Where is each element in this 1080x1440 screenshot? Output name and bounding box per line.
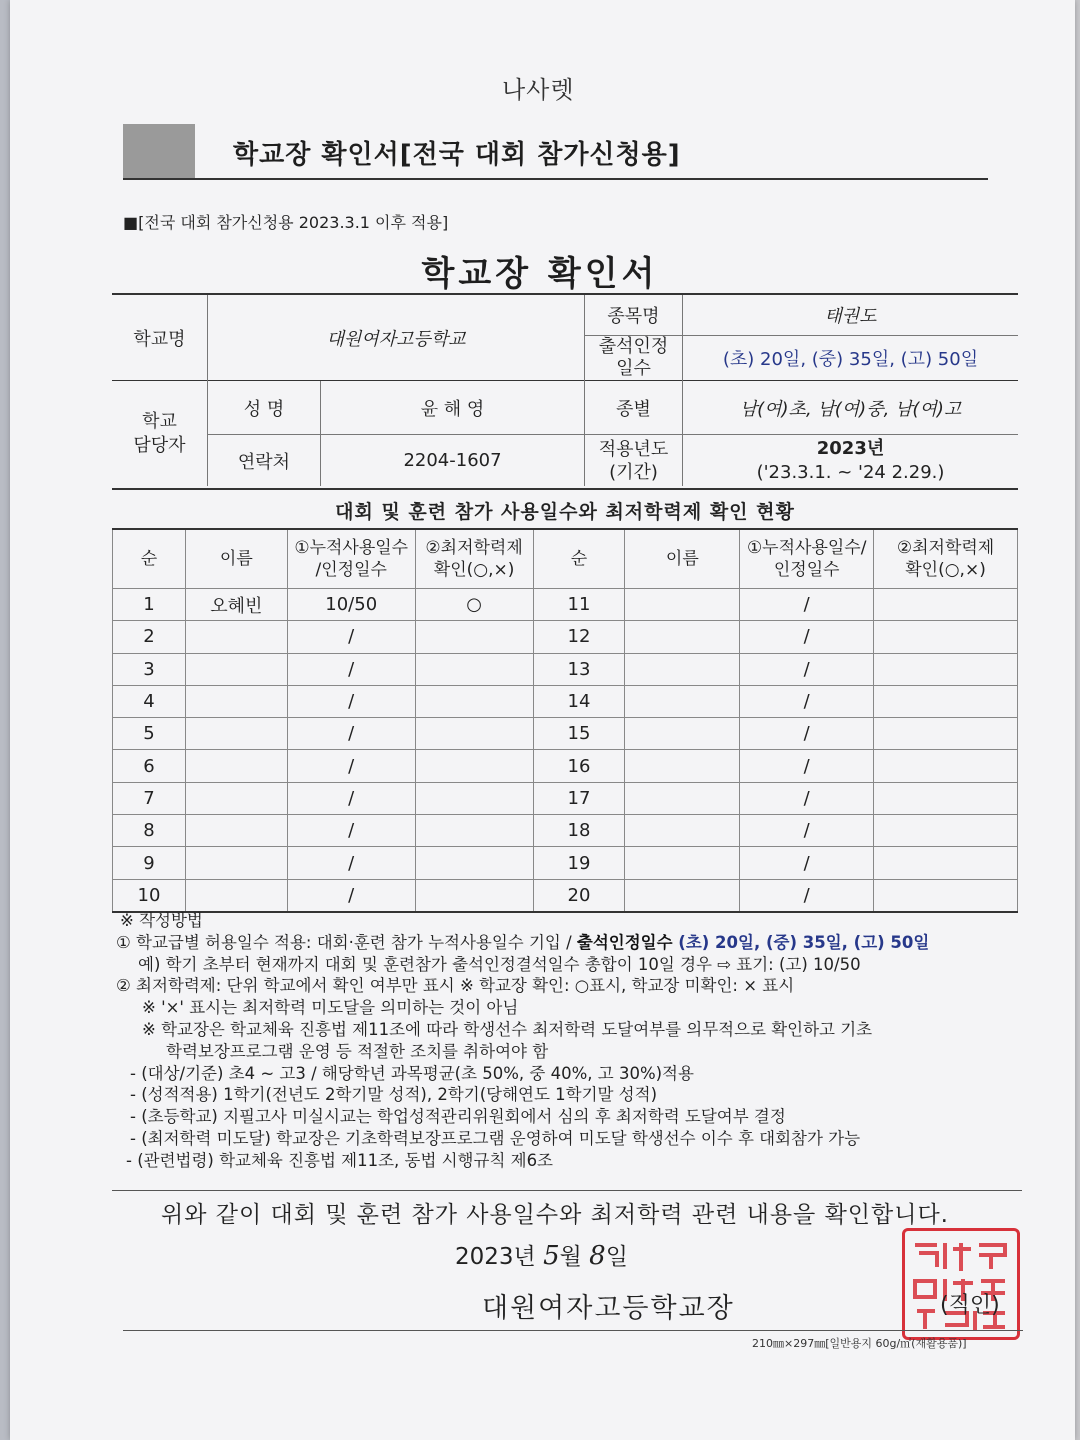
- row-check: [415, 847, 533, 879]
- row-days-right: /: [740, 589, 874, 621]
- header-academic-line1: ②최저학력제: [425, 538, 523, 558]
- row-check-right: [874, 653, 1018, 685]
- table-row: [113, 653, 1018, 685]
- row-name: [185, 685, 287, 717]
- method-line-2: 예) 학기 초부터 현재까지 대회 및 훈련참가 출석인정결석일수 총합이 10일 경우 ⇨ 표기: (고) 10/50: [138, 954, 861, 974]
- header-name-right: 이름: [625, 529, 740, 589]
- banner-title: 학교장 확인서[전국 대회 참가신청용]: [233, 140, 681, 170]
- method-line-3: ② 최저학력제: 단위 학교에서 확인 여부만 표시 ※ 학교장 확인: ○표시, 학교장 미확인: × 표시: [116, 976, 795, 996]
- year-value-line1: 2023년: [816, 437, 885, 459]
- attendance-label-line2: 일수: [616, 358, 651, 379]
- row-name: [185, 653, 287, 685]
- method-line-7: - (대상/기준) 초4 ~ 고3 / 해당학년 과목평균(초 50%, 중 40%, 고 30%)적용: [130, 1063, 694, 1083]
- row-name-right: [625, 653, 740, 685]
- method-line-1c: (초) 20일, (중) 35일, (고) 50일: [678, 932, 930, 952]
- manager-label: [112, 381, 207, 486]
- row-check: [415, 782, 533, 814]
- confirm-divider: [112, 1190, 1022, 1191]
- row-days: /: [287, 847, 415, 879]
- row-no-right: 12: [533, 621, 625, 653]
- section-title: 대회 및 훈련 참가 사용일수와 최저학력제 확인 현황: [335, 501, 795, 523]
- row-no: 5: [113, 718, 186, 750]
- header-academic-line2: 확인(○,×): [433, 560, 515, 580]
- manager-label-line2: 담당자: [133, 434, 186, 456]
- manager-label-line1: 학교: [142, 410, 177, 432]
- row-days: /: [287, 750, 415, 782]
- date-month-unit: 월: [559, 1244, 582, 1270]
- sport-value: 태권도: [824, 306, 877, 327]
- row-check-right: [874, 750, 1018, 782]
- method-line-8: - (성적적용) 1학기(전년도 2학기말 성적), 2학기(당해연도 1학기말 성적): [130, 1085, 658, 1105]
- row-no: 2: [113, 621, 186, 653]
- method-line-10: - (최저학력 미도달) 학교장은 기초학력보장프로그램 운영하여 미도달 학생선수 이수 후 대회참가 가능: [130, 1128, 861, 1148]
- row-name-right: [625, 750, 740, 782]
- principal-name: 대원여자고등학교장: [482, 1293, 735, 1324]
- row-days-right: /: [740, 879, 874, 912]
- info-box: [112, 293, 1018, 490]
- bottom-divider: [123, 1330, 1023, 1331]
- official-seal: [902, 1228, 1020, 1340]
- row-check-right: [874, 847, 1018, 879]
- table-row: [113, 847, 1018, 879]
- year-value-line2: ('23.3.1. ~ '24 2.29.): [756, 461, 945, 483]
- row-name: [185, 879, 287, 912]
- table-body: [113, 589, 1018, 912]
- row-check-right: [874, 782, 1018, 814]
- method-line-1: [116, 932, 1036, 954]
- row-days-right: /: [740, 750, 874, 782]
- row-name: [185, 847, 287, 879]
- row-days: /: [287, 815, 415, 847]
- banner-gray-block: [123, 124, 195, 180]
- row-check: [415, 718, 533, 750]
- table-row: [113, 685, 1018, 717]
- header-academic-right-line1: ②최저학력제: [896, 538, 995, 558]
- year-label-line1: 적용년도: [598, 438, 669, 460]
- school-name-value: 대원여자고등학교: [326, 328, 466, 350]
- row-check-right: [874, 621, 1018, 653]
- header-days: [287, 529, 415, 589]
- row-name: [185, 750, 287, 782]
- header-days-right-line1: ①누적사용일수/: [746, 538, 867, 558]
- row-name-right: [625, 621, 740, 653]
- handwritten-note: 나사렛: [502, 76, 575, 104]
- row-days-right: /: [740, 685, 874, 717]
- row-days-right: /: [740, 815, 874, 847]
- row-days: /: [287, 782, 415, 814]
- date-year: 2023년: [455, 1244, 536, 1270]
- attendance-label: [585, 336, 682, 380]
- row-name: [185, 782, 287, 814]
- row-name-right: [625, 879, 740, 912]
- row-name-right: [625, 718, 740, 750]
- header-days-right: [740, 529, 874, 589]
- gender-label: 종별: [616, 398, 651, 420]
- row-check-right: [874, 589, 1018, 621]
- row-no-right: 11: [533, 589, 625, 621]
- row-no-right: 15: [533, 718, 625, 750]
- seal-note: (직인): [940, 1293, 1000, 1318]
- table-row: [113, 815, 1018, 847]
- row-check-right: [874, 879, 1018, 912]
- row-check: [415, 750, 533, 782]
- row-name-right: [625, 589, 740, 621]
- table-header-row: [113, 529, 1018, 589]
- row-name: [185, 718, 287, 750]
- row-no: 10: [113, 879, 186, 912]
- row-check: [415, 621, 533, 653]
- row-check: [415, 815, 533, 847]
- row-check-right: [874, 815, 1018, 847]
- method-line-9: - (초등학교) 지필고사 미실시교는 학업성적관리위원회에서 심의 후 최저학력 도달여부 결정: [130, 1107, 786, 1127]
- row-name-right: [625, 847, 740, 879]
- header-academic-right: [874, 529, 1018, 589]
- header-banner: [123, 124, 988, 180]
- row-no: 9: [113, 847, 186, 879]
- school-name-label: 학교명: [133, 328, 186, 350]
- contact-value: 2204-1607: [403, 450, 502, 471]
- row-name-right: [625, 815, 740, 847]
- row-days-right: /: [740, 621, 874, 653]
- usage-table: [112, 528, 1018, 913]
- row-no-right: 19: [533, 847, 625, 879]
- header-no-right: 순: [533, 529, 625, 589]
- row-name-right: [625, 782, 740, 814]
- date-day: 8: [589, 1241, 606, 1271]
- row-no-right: 17: [533, 782, 625, 814]
- header-no: 순: [113, 529, 186, 589]
- sub-note: ■[전국 대회 참가신청용 2023.3.1 이후 적용]: [123, 213, 449, 232]
- row-no: 6: [113, 750, 186, 782]
- row-name: 오혜빈: [185, 589, 287, 621]
- seal-glyphs: [905, 1231, 1017, 1337]
- row-no: 8: [113, 815, 186, 847]
- paper-spec: 210㎜×297㎜[일반용지 60g/㎡(재활용품)]: [752, 1337, 967, 1350]
- row-days: 10/50: [287, 589, 415, 621]
- header-name: 이름: [185, 529, 287, 589]
- table-row: [113, 879, 1018, 912]
- name-label: 성 명: [243, 398, 285, 420]
- header-academic: [415, 529, 533, 589]
- attendance-label-line1: 출석인정: [598, 336, 669, 357]
- header-days-line1: ①누적사용일수: [294, 538, 409, 558]
- row-days-right: /: [740, 782, 874, 814]
- row-no: 7: [113, 782, 186, 814]
- method-line-11: - (관련법령) 학교체육 진흥법 제11조, 동법 시행규칙 제6조: [126, 1150, 553, 1170]
- row-no-right: 14: [533, 685, 625, 717]
- method-line-5: ※ 학교장은 학교체육 진흥법 제11조에 따라 학생선수 최저학력 도달여부를 의무적으로 확인하고 기초: [142, 1019, 873, 1039]
- method-line-6: 학력보장프로그램 운영 등 적절한 조치를 취하여야 함: [166, 1041, 549, 1061]
- row-check-right: [874, 718, 1018, 750]
- date-month: 5: [543, 1241, 560, 1271]
- table-row: [113, 589, 1018, 621]
- sport-label: 종목명: [607, 306, 660, 327]
- row-days-right: /: [740, 847, 874, 879]
- row-no-right: 13: [533, 653, 625, 685]
- row-days-right: /: [740, 653, 874, 685]
- row-check-right: [874, 685, 1018, 717]
- row-days: /: [287, 621, 415, 653]
- row-check: [415, 685, 533, 717]
- date-line: [455, 1238, 628, 1271]
- year-label-line2: (기간): [609, 461, 658, 483]
- row-days: /: [287, 879, 415, 912]
- name-value: 윤 해 영: [420, 398, 485, 420]
- header-days-line2: /인정일수: [315, 560, 387, 580]
- row-name-right: [625, 685, 740, 717]
- header-academic-right-line2: 확인(○,×): [905, 560, 986, 580]
- main-title: 학교장 확인서: [421, 254, 659, 294]
- row-check: ○: [415, 589, 533, 621]
- table-row: [113, 621, 1018, 653]
- banner-rule: [123, 178, 988, 180]
- date-day-unit: 일: [605, 1244, 628, 1270]
- header-days-right-line2: 인정일수: [773, 560, 840, 580]
- method-title: ※ 작성방법: [120, 911, 203, 930]
- row-no: 4: [113, 685, 186, 717]
- row-no-right: 16: [533, 750, 625, 782]
- row-days: /: [287, 718, 415, 750]
- row-days-right: /: [740, 718, 874, 750]
- row-no-right: 20: [533, 879, 625, 912]
- row-days: /: [287, 653, 415, 685]
- row-no: 3: [113, 653, 186, 685]
- year-label: [585, 435, 682, 486]
- row-check: [415, 653, 533, 685]
- confirm-text: 위와 같이 대회 및 훈련 참가 사용일수와 최저학력 관련 내용을 확인합니다.: [161, 1202, 949, 1228]
- year-value: [683, 435, 1018, 486]
- row-days: /: [287, 685, 415, 717]
- method-line-1b: 출석인정일수: [576, 932, 679, 952]
- row-name: [185, 621, 287, 653]
- table-row: [113, 750, 1018, 782]
- contact-label: 연락처: [237, 451, 291, 473]
- writing-method: [116, 910, 1036, 1172]
- row-check: [415, 879, 533, 912]
- row-no: 1: [113, 589, 186, 621]
- row-name: [185, 815, 287, 847]
- attendance-value: (초) 20일, (중) 35일, (고) 50일: [722, 349, 979, 370]
- method-line-4: ※ '×' 표시는 최저학력 미도달을 의미하는 것이 아님: [142, 998, 519, 1018]
- row-no-right: 18: [533, 815, 625, 847]
- method-line-1a: ① 학교급별 허용일수 적용: 대회·훈련 참가 누적사용일수 기입 /: [116, 932, 577, 952]
- table-row: [113, 718, 1018, 750]
- gender-value: 남(여)초, 남(여)중, 남(여)고: [739, 398, 962, 420]
- table-row: [113, 782, 1018, 814]
